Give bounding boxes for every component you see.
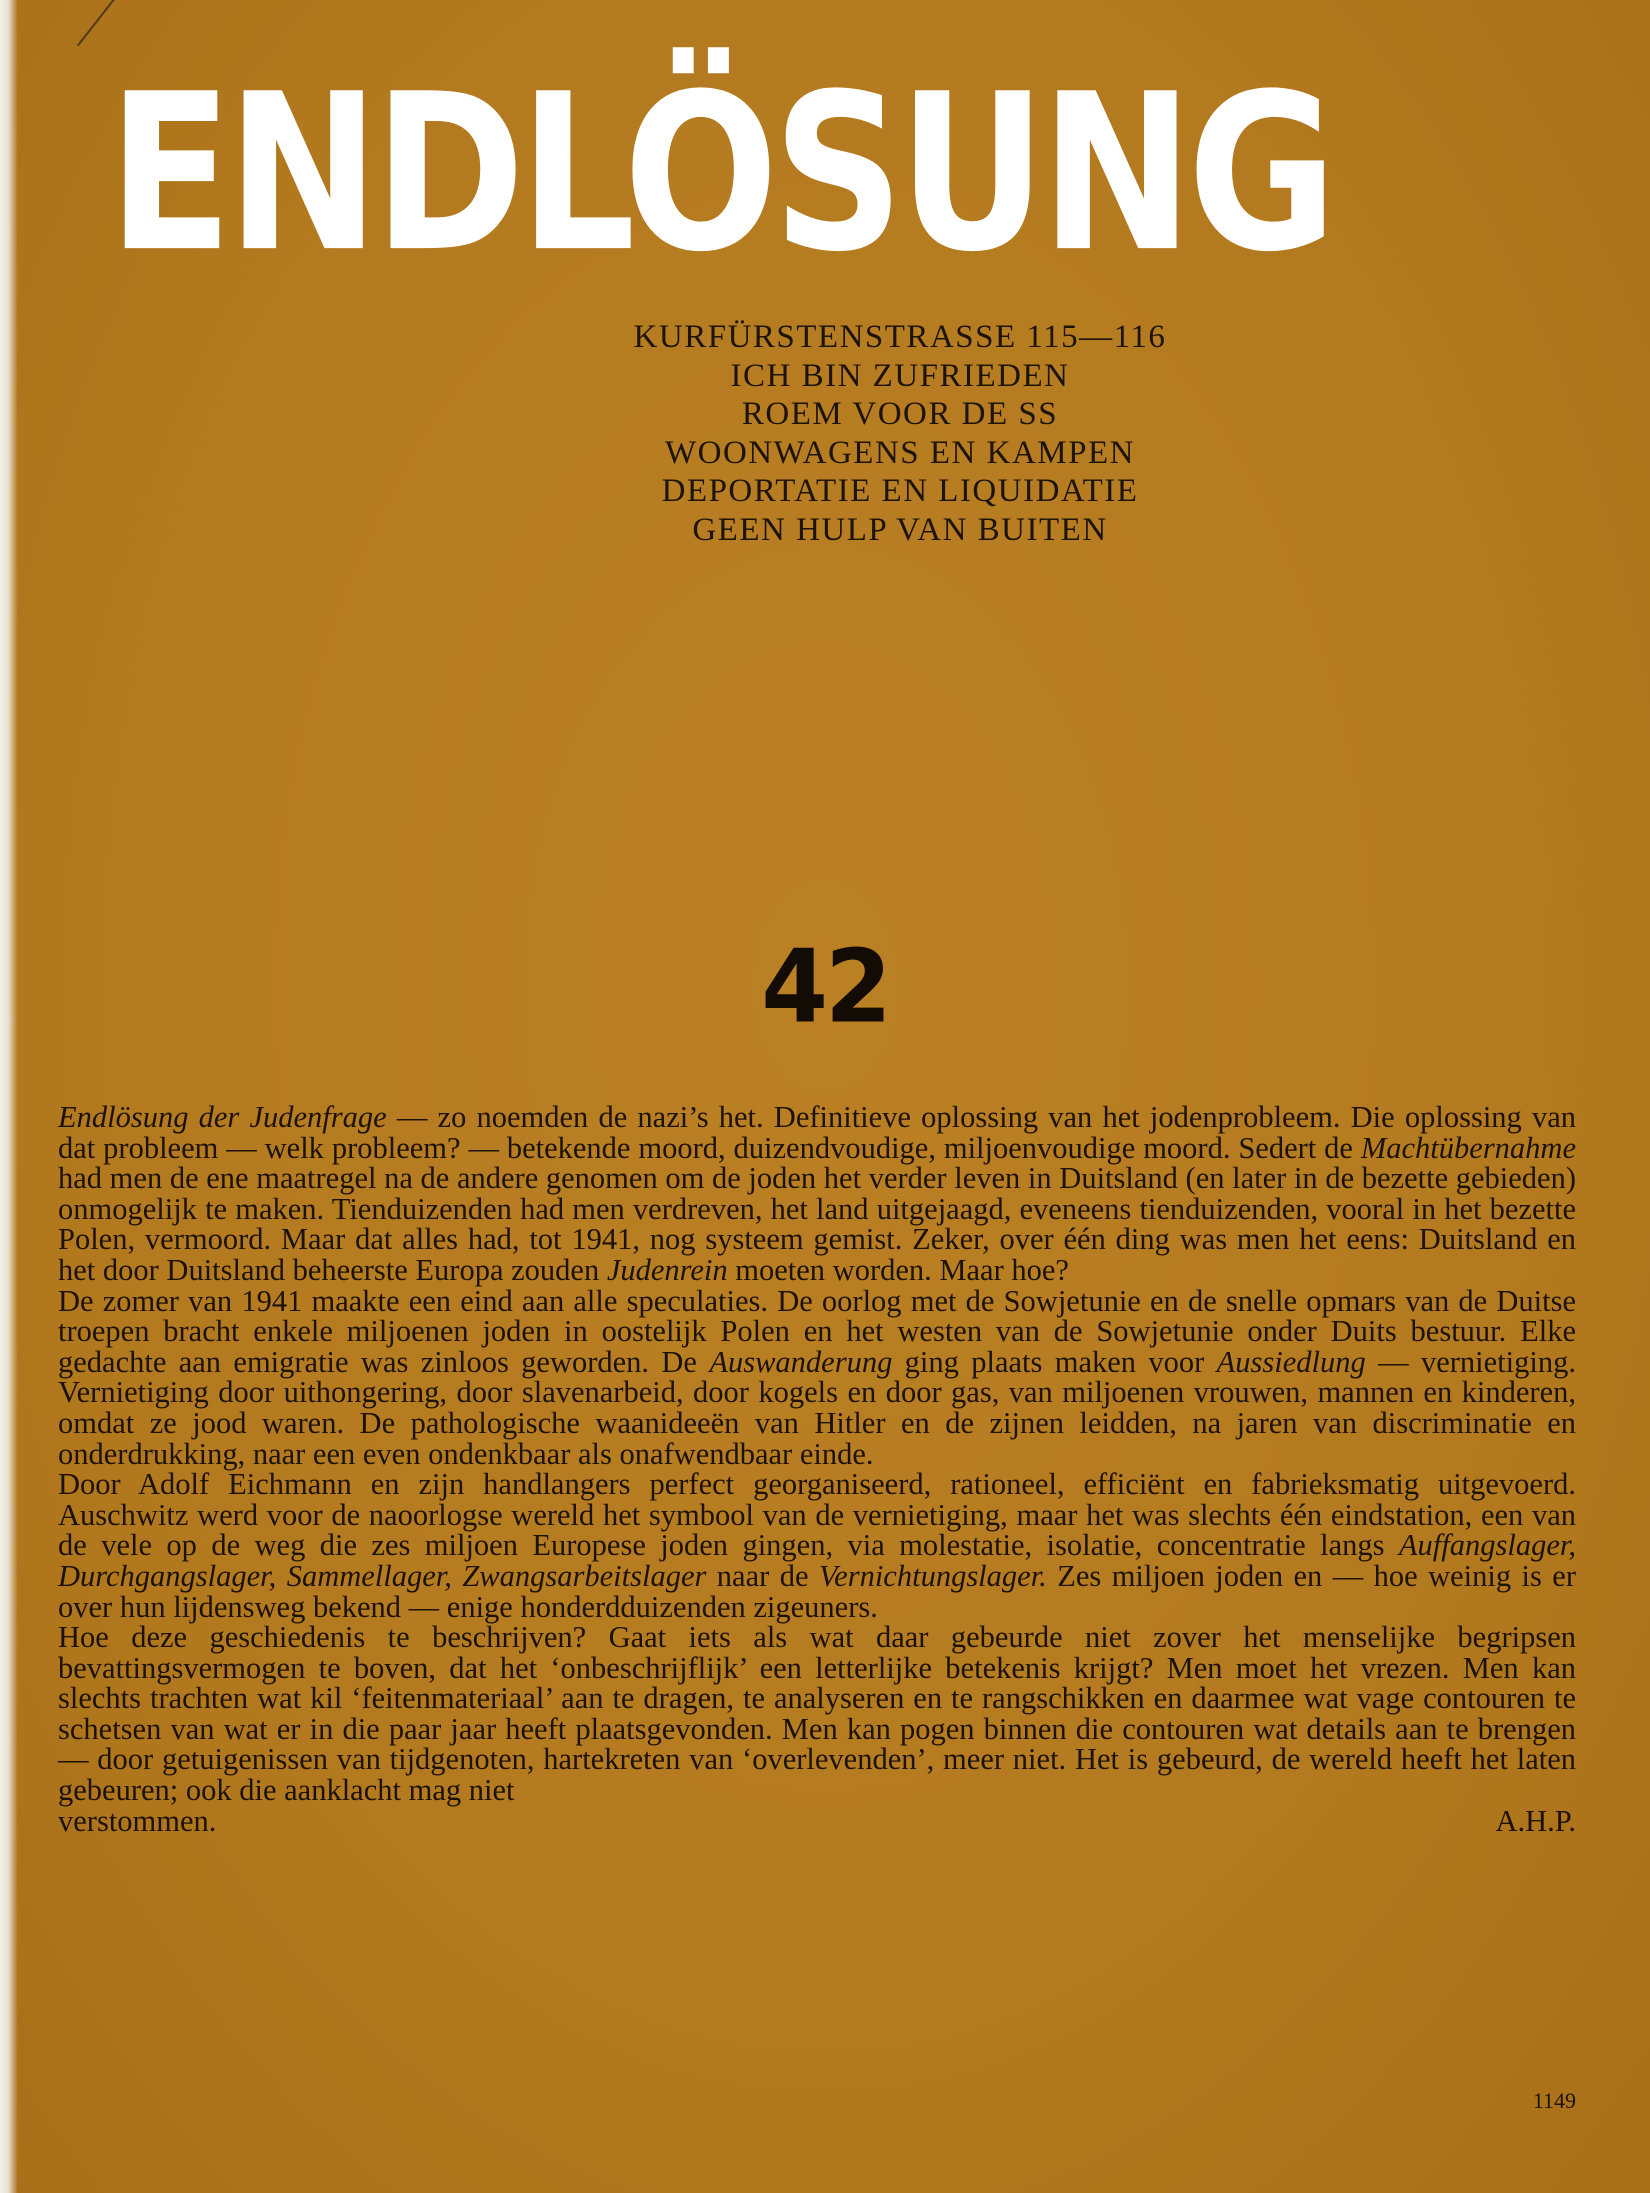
italic-term: Vernichtungslager. [818, 1558, 1047, 1593]
italic-term: Judenrein [606, 1252, 728, 1287]
signature-line [58, 1803, 1576, 1838]
paper-crease [77, 0, 122, 46]
article-paragraph [58, 1283, 1576, 1471]
subtitle-item: ROEM VOOR DE SS [741, 396, 1059, 432]
text-run: Zes miljoen joden en — hoe weinig is er over hun lijdensweg bekend — enige honderdduizenden zigeuners. [58, 1558, 1576, 1624]
text-run: had men de ene maatregel na de andere genomen om de joden het verder leven in Duitsland (en later in de bezette gebieden) onmogelijk te maken. Tienduizenden had men verdreven, het land uitgejaagd, eveneens tienduizenden, vooral in het bezette Polen, vermoord. Maar dat alles had, tot 1941, nog systeem gemist. Zeker, over één ding was men het eens: Duitsland en het door Duitsland beheerste Europa zouden [58, 1161, 1576, 1287]
article-paragraph [58, 1469, 1576, 1622]
text-run: — zo noemden de nazi’s het. Definitieve oplossing van het jodenprobleem. Die oplossing van dat probleem — welk probleem? — betekende moord, duizendvoudige, miljoenvoudige moord. Sedert de [58, 1100, 1576, 1165]
subtitle-item: ICH BIN ZUFRIEDEN [730, 357, 1070, 394]
issue-number: 42 [761, 928, 889, 1046]
article-body [58, 1102, 1576, 1836]
subtitle-item: DEPORTATIE EN LIQUIDATIE [661, 473, 1139, 509]
subtitle-item: KURFÜRSTENSTRASSE 115—116 [633, 319, 1167, 355]
page-number: 1149 [1532, 2088, 1576, 2113]
masthead-title: ENDLÖSUNG [108, 47, 1332, 300]
subtitle-list [0, 318, 1650, 549]
article-paragraph [58, 1622, 1576, 1806]
text-run: — vernietiging. Vernietiging door uithongering, door slavenarbeid, door kogels en door gas, van miljoenen vrouwen, mannen en kinderen, omdat ze jood waren. De pathologische waanideeën van Hitler en de zijnen leidden, na jaren van discriminatie en onderdrukking, naar een even ondenkbaar als onafwendbaar einde. [58, 1344, 1576, 1471]
italic-term: Auswanderung [709, 1344, 893, 1379]
text-run: Door Adolf Eichmann en zijn handlangers perfect georganiseerd, rationeel, efficiënt en fabrieksmatig uitgevoerd. Auschwitz werd voor de naoorlogse wereld het symbool van de vernietiging, maar het was slechts één eindstation, een van de vele op de weg die zes miljoen Europese joden gingen, via molestatie, isolatie, concentratie langs [58, 1467, 1576, 1563]
text-run: De zomer van 1941 maakte een eind aan alle speculaties. De oorlog met de Sowjetunie en de snelle opmars van de Duitse troepen bracht enkele miljoenen joden in oostelijk Polen en het westen van de Sowjetunie onder Duits bestuur. Elke gedachte aan emigratie was zinloos geworden. De [58, 1283, 1576, 1379]
article-paragraph [58, 1102, 1576, 1286]
italic-term: Aussiedlung [1216, 1344, 1366, 1379]
author-initials: A.H.P. [1495, 1803, 1576, 1838]
text-run: naar de [706, 1558, 819, 1593]
text-run: verstommen. [58, 1803, 217, 1838]
italic-term: Endlösung der Judenfrage [58, 1100, 387, 1134]
subtitle-item: GEEN HULP VAN BUITEN [692, 511, 1108, 548]
italic-term: Machtübernahme [1360, 1130, 1576, 1165]
text-run: ging plaats maken voor [892, 1344, 1217, 1379]
subtitle-item: WOONWAGENS EN KAMPEN [665, 434, 1135, 471]
text-run: moeten worden. Maar hoe? [727, 1252, 1069, 1287]
italic-term: Auffangslager, Durchgangslager, Sammellager, Zwangsarbeitslager [58, 1528, 1576, 1593]
text-run: Hoe deze geschiedenis te beschrijven? Gaat iets als wat daar gebeurde niet zover het menselijke begripsen bevattingsvermogen te boven, dat het ‘onbeschrijflijk’ een letterlijke betekenis krijgt? Men moet het vrezen. Men kan slechts trachten wat kil ‘feitenmateriaal’ aan te dragen, te analyseren en te rangschikken en daarmee wat vage contouren te schetsen van wat er in die paar jaar heeft plaatsgevonden. Men kan pogen binnen die contouren wat details aan te brengen — door getuigenissen van tijdgenoten, hartekreten van ‘overlevenden’, meer niet. Het is gebeurd, de wereld heeft het laten gebeuren; ook die aanklacht mag niet [58, 1620, 1576, 1808]
